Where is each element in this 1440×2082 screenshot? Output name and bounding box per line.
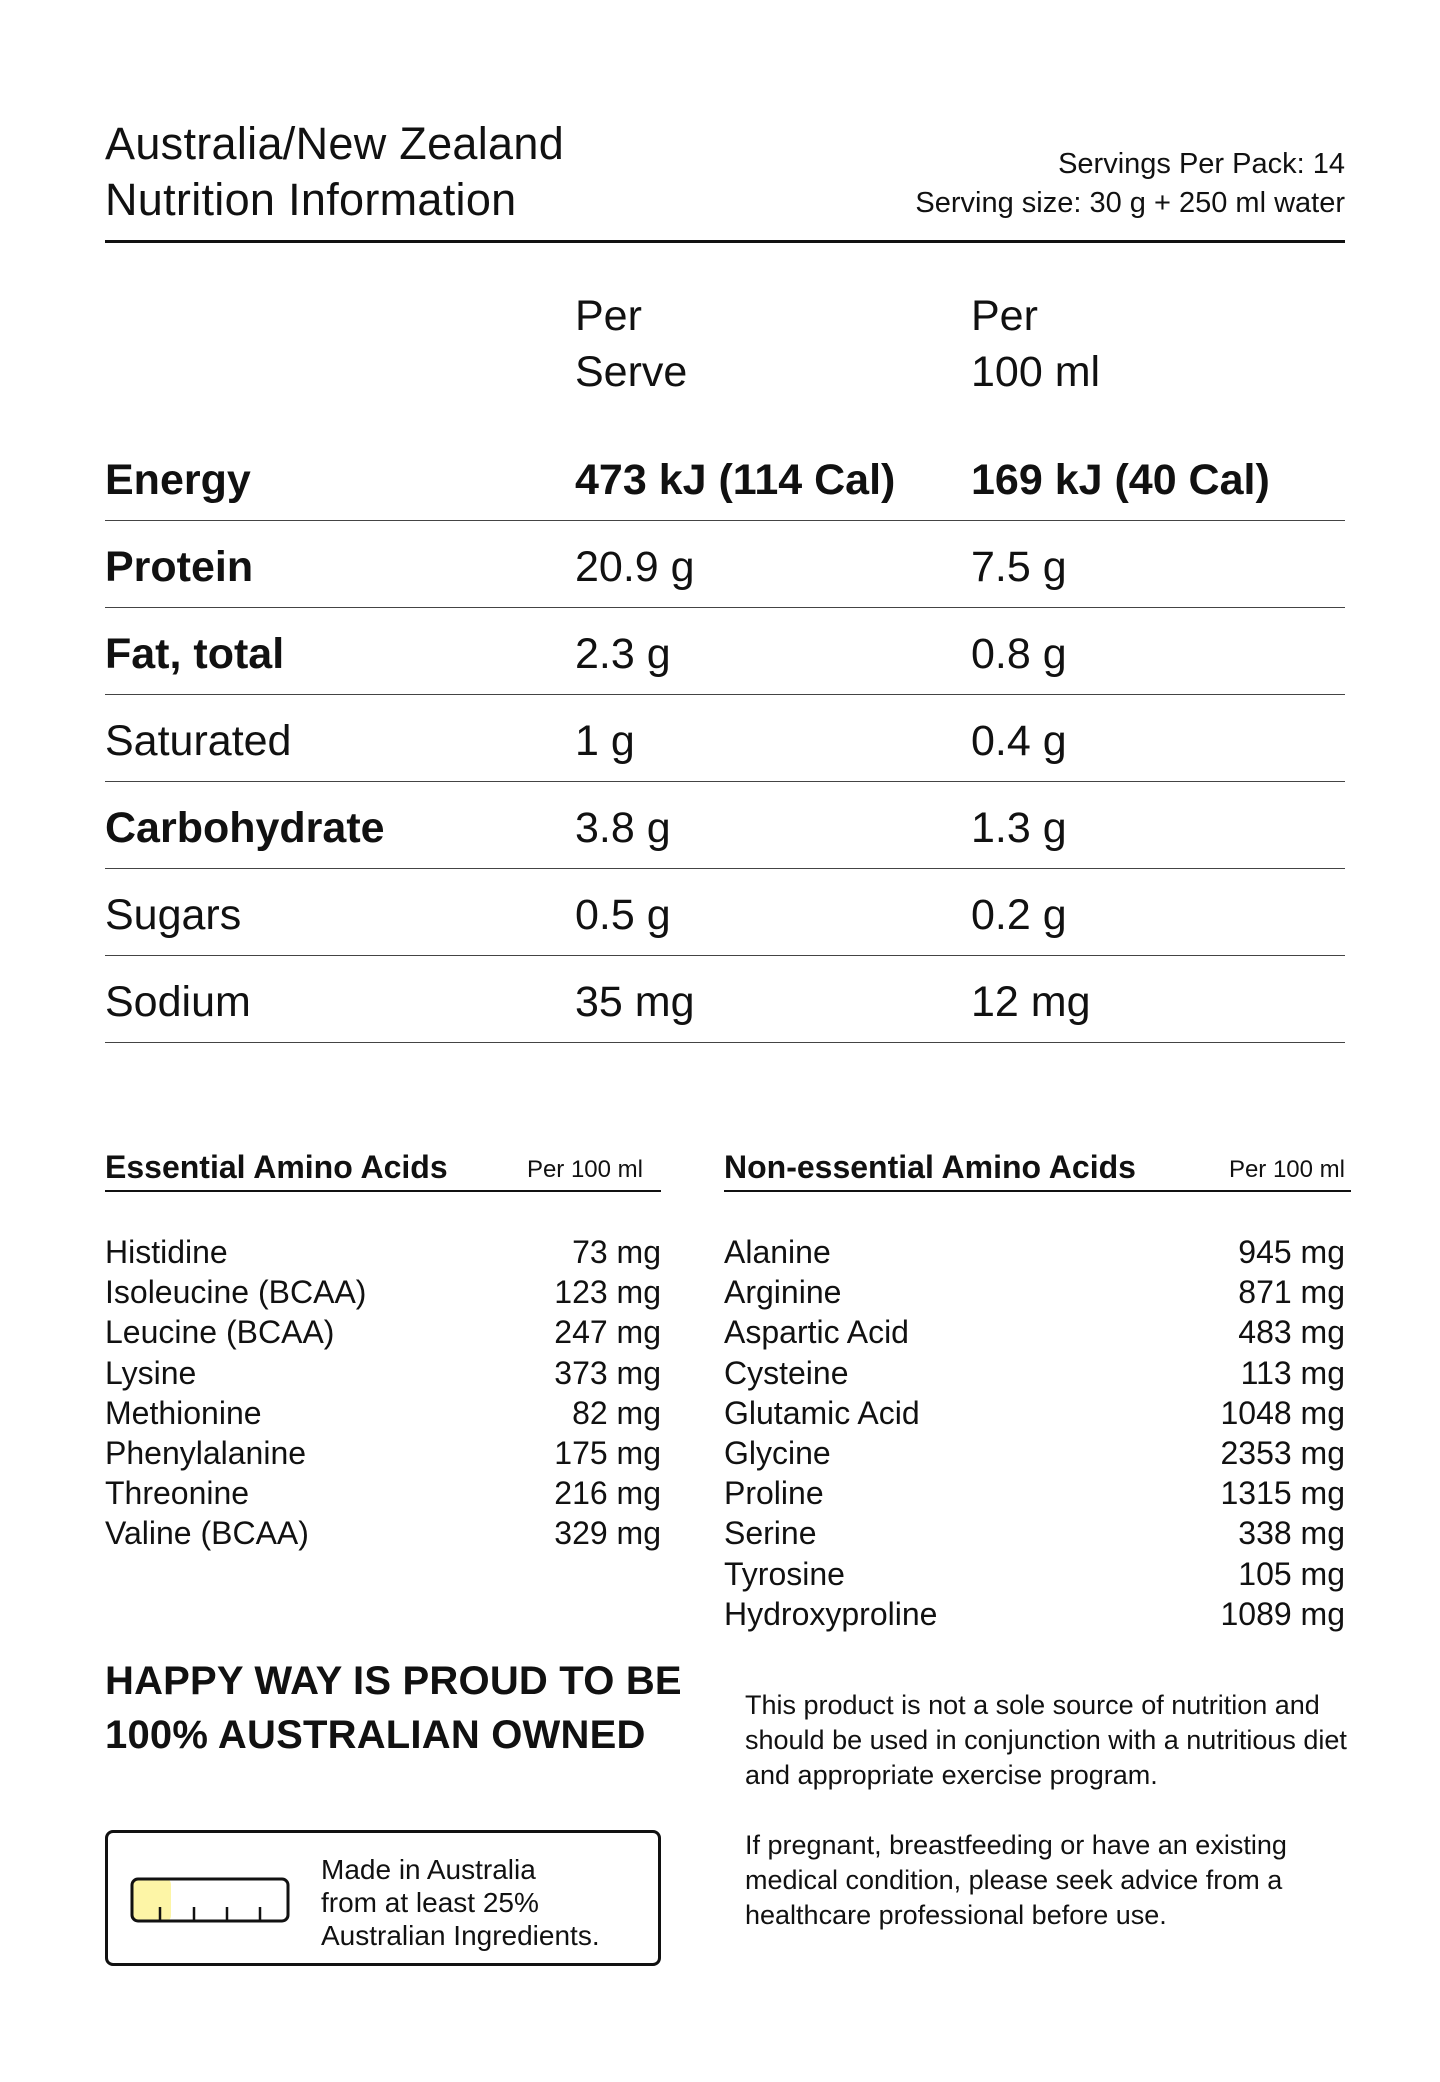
nutrition-row-protein: [105, 521, 1345, 608]
list-item: [724, 1353, 1351, 1393]
amino-name: Cysteine: [724, 1354, 849, 1391]
servings-per-pack: Servings Per Pack: 14: [1058, 148, 1345, 180]
per-serve-header-line-1: Per: [575, 292, 642, 340]
amino-name: Proline: [724, 1475, 824, 1512]
per-serve-value: 1 g: [575, 717, 635, 765]
list-item: [105, 1232, 661, 1272]
nutrient-label: Fat, total: [105, 630, 285, 678]
amino-value: 82 mg: [572, 1394, 661, 1431]
serving-size: Serving size: 30 g + 250 ml water: [915, 187, 1345, 219]
made-in-line-3: Australian Ingredients.: [321, 1920, 600, 1951]
amino-value: 247 mg: [554, 1314, 661, 1351]
nutrition-row-saturated: [105, 695, 1345, 782]
australian-owned-line-2: 100% AUSTRALIAN OWNED: [105, 1713, 646, 1757]
list-item: [105, 1312, 661, 1352]
per-serve-value: 35 mg: [575, 978, 695, 1026]
amino-name: Serine: [724, 1515, 817, 1552]
essential-amino-per-label: Per 100 ml: [526, 1156, 643, 1183]
amino-name: Arginine: [724, 1274, 842, 1311]
essential-amino-acids: [105, 1146, 661, 1552]
list-item: [105, 1353, 661, 1393]
amino-name: Lysine: [105, 1354, 197, 1391]
list-item: [724, 1513, 1351, 1553]
nutrition-row-sugars: [105, 869, 1345, 956]
amino-value: 338 mg: [1238, 1515, 1345, 1552]
list-item: [724, 1393, 1351, 1433]
list-item: [105, 1513, 661, 1553]
disclaimer: [745, 1688, 1365, 1933]
amino-name: Methionine: [105, 1394, 262, 1431]
amino-name: Glycine: [724, 1434, 831, 1471]
list-item: [724, 1232, 1351, 1272]
amino-value: 483 mg: [1238, 1314, 1345, 1351]
amino-name: Phenylalanine: [105, 1434, 307, 1471]
amino-value: 105 mg: [1238, 1555, 1345, 1592]
amino-value: 113 mg: [1240, 1354, 1345, 1391]
made-in-line-2: from at least 25%: [321, 1887, 539, 1918]
per-100ml-header-line-1: Per: [971, 292, 1038, 340]
amino-value: 373 mg: [554, 1354, 661, 1391]
list-item: [105, 1433, 661, 1473]
amino-value: 216 mg: [554, 1475, 661, 1512]
nutrition-row-fat-total: [105, 608, 1345, 695]
disclaimer-paragraph-2: If pregnant, breastfeeding or have an existing medical condition, please seek advice from a healthcare professional before use.: [745, 1830, 1287, 1930]
amino-value: 871 mg: [1238, 1274, 1345, 1311]
nonessential-amino-per-label: Per 100 ml: [1228, 1156, 1345, 1183]
amino-value: 123 mg: [554, 1274, 661, 1311]
nutrition-label: [105, 0, 1345, 2082]
per-100ml-value: 169 kJ (40 Cal): [971, 456, 1270, 504]
made-in-australia-box: [105, 1830, 661, 1966]
amino-name: Isoleucine (BCAA): [105, 1274, 367, 1311]
disclaimer-paragraph-1: This product is not a sole source of nutrition and should be used in conjunction with a nutritious diet and appropriate exercise program.: [745, 1690, 1347, 1790]
per-serve-header: [575, 288, 687, 400]
per-100ml-value: 1.3 g: [971, 804, 1067, 852]
nonessential-amino-acids: [724, 1146, 1351, 1632]
nonessential-amino-title: Non-essential Amino Acids: [724, 1149, 1136, 1185]
per-100ml-value: 12 mg: [971, 978, 1091, 1026]
per-serve-value: 20.9 g: [575, 543, 695, 591]
amino-name: Leucine (BCAA): [105, 1314, 335, 1351]
amino-value: 1048 mg: [1220, 1394, 1345, 1431]
per-100ml-value: 0.2 g: [971, 891, 1067, 939]
essential-amino-title: Essential Amino Acids: [105, 1149, 448, 1185]
per-100ml-value: 0.4 g: [971, 717, 1067, 765]
nutrient-label: Energy: [105, 456, 251, 504]
amino-name: Tyrosine: [724, 1555, 845, 1592]
amino-value: 945 mg: [1238, 1234, 1345, 1270]
per-100ml-header-line-2: 100 ml: [971, 348, 1101, 396]
per-100ml-value: 7.5 g: [971, 543, 1067, 591]
nutrient-label: Protein: [105, 543, 254, 591]
nutrient-label: Sodium: [105, 978, 251, 1026]
list-item: [724, 1473, 1351, 1513]
amino-value: 1315 mg: [1220, 1475, 1345, 1512]
list-item: [724, 1272, 1351, 1312]
nutrition-row-sodium: [105, 956, 1345, 1043]
nutrition-table: [105, 434, 1345, 1043]
list-item: [724, 1433, 1351, 1473]
per-serve-header-line-2: Serve: [575, 348, 688, 396]
nutrition-row-energy: [105, 434, 1345, 521]
nutrient-label: Saturated: [105, 717, 292, 765]
amino-value: 175 mg: [554, 1434, 661, 1471]
amino-name: Glutamic Acid: [724, 1394, 920, 1431]
amino-name: Alanine: [724, 1234, 831, 1270]
list-item: [724, 1554, 1351, 1594]
essential-amino-header: [105, 1146, 661, 1192]
amino-value: 2353 mg: [1220, 1434, 1345, 1471]
australian-owned-line-1: HAPPY WAY IS PROUD TO BE: [105, 1659, 682, 1703]
label-title-line-1: Australia/New Zealand: [105, 118, 565, 169]
nonessential-amino-header: [724, 1146, 1351, 1192]
nutrient-label: Sugars: [105, 891, 242, 939]
per-100ml-header: [971, 288, 1100, 400]
per-serve-value: 473 kJ (114 Cal): [575, 456, 896, 504]
made-in-australia-text: [321, 1853, 600, 1952]
nutrition-column-headers: [105, 288, 1345, 398]
list-item: [724, 1594, 1351, 1634]
ingredients-meter-fill: [132, 1879, 171, 1921]
nonessential-amino-list: [724, 1232, 1351, 1634]
amino-name: Threonine: [105, 1475, 250, 1512]
label-title-line-2: Nutrition Information: [105, 174, 517, 225]
australian-owned-statement: [105, 1654, 682, 1762]
amino-value: 329 mg: [554, 1515, 661, 1552]
label-header: [105, 112, 1345, 243]
list-item: [105, 1473, 661, 1513]
nutrient-label: Carbohydrate: [105, 804, 385, 852]
made-in-line-1: Made in Australia: [321, 1854, 536, 1885]
amino-name: Histidine: [105, 1234, 228, 1270]
list-item: [105, 1272, 661, 1312]
per-100ml-value: 0.8 g: [971, 630, 1067, 678]
per-serve-value: 2.3 g: [575, 630, 671, 678]
per-serve-value: 0.5 g: [575, 891, 671, 939]
essential-amino-list: [105, 1232, 661, 1554]
list-item: [724, 1312, 1351, 1352]
per-serve-value: 3.8 g: [575, 804, 671, 852]
amino-value: 1089 mg: [1220, 1595, 1345, 1632]
nutrition-row-carbohydrate: [105, 782, 1345, 869]
ingredients-meter-icon: [130, 1877, 290, 1923]
amino-value: 73 mg: [572, 1234, 661, 1270]
amino-name: Aspartic Acid: [724, 1314, 909, 1351]
amino-name: Valine (BCAA): [105, 1515, 309, 1552]
list-item: [105, 1393, 661, 1433]
amino-name: Hydroxyproline: [724, 1595, 938, 1632]
